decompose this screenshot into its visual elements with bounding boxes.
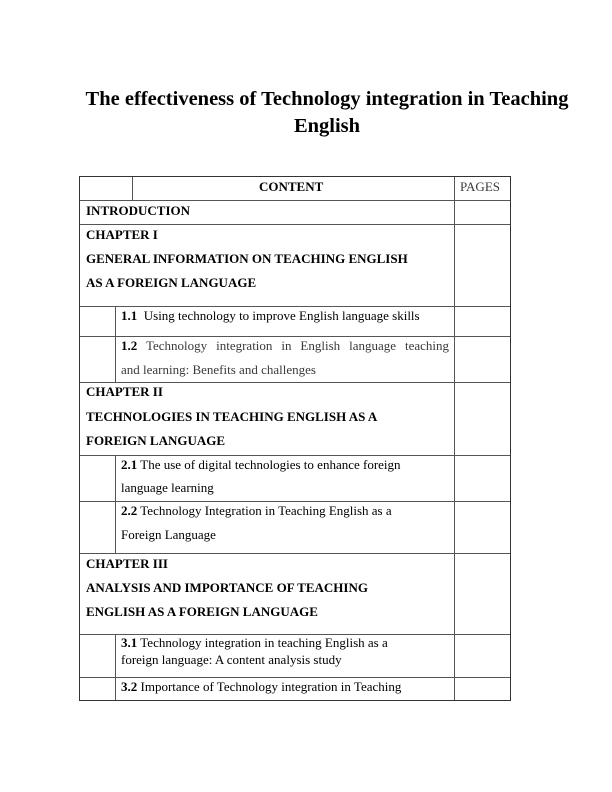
section-number: 1.2 [121, 338, 138, 353]
section-title: Technology integration in English language teaching [145, 338, 450, 353]
section-1-2-continued: and learning: Benefits and challenges [121, 362, 316, 377]
section-number: 2.2 [121, 503, 138, 518]
title-line-1: The effectiveness of Technology integration in Teaching [85, 88, 569, 110]
header-left-divider [132, 177, 133, 200]
section-title: The use of digital technologies to enhance foreign [140, 457, 401, 472]
chapter-2-label: CHAPTER II [86, 384, 163, 399]
section-number: 2.1 [121, 457, 138, 472]
chapter-1-label: CHAPTER I [86, 227, 158, 242]
section-2-1-continued: language learning [121, 480, 214, 495]
section-number: 3.1 [121, 635, 138, 650]
section-3-1-continued: foreign language: A content analysis study [121, 652, 342, 667]
title-line-2: English [293, 115, 361, 137]
section-title: Importance of Technology integration in Teaching [140, 679, 402, 694]
pages-header: PAGES [460, 179, 500, 194]
section-1-1 [121, 304, 420, 328]
table-of-contents [79, 176, 511, 701]
pages-column-divider [454, 177, 455, 700]
section-title: Technology integration in teaching English as a [140, 635, 388, 650]
section-2-2-continued: Foreign Language [121, 527, 216, 542]
section-title: Using technology to improve English language skills [143, 308, 420, 323]
toc-introduction: INTRODUCTION [86, 203, 191, 218]
chapter-2-title-line-1: TECHNOLOGIES IN TEACHING ENGLISH AS A [86, 409, 378, 424]
indent-divider [115, 634, 116, 700]
section-number: 3.2 [121, 679, 138, 694]
indent-divider [115, 306, 116, 382]
section-2-1 [121, 453, 401, 477]
chapter-1-title-line-1: GENERAL INFORMATION ON TEACHING ENGLISH [86, 251, 408, 266]
section-1-2 [121, 334, 449, 358]
section-3-2 [121, 675, 401, 699]
chapter-3-label: CHAPTER III [86, 556, 168, 571]
content-header: CONTENT [259, 179, 324, 194]
section-3-1 [121, 634, 388, 651]
section-2-2 [121, 499, 392, 523]
chapter-3-title-line-1: ANALYSIS AND IMPORTANCE OF TEACHING [86, 580, 368, 595]
chapter-3-title-line-2: ENGLISH AS A FOREIGN LANGUAGE [86, 604, 318, 619]
document-title [80, 86, 574, 140]
indent-divider [115, 455, 116, 553]
chapter-2-title-line-2: FOREIGN LANGUAGE [86, 433, 226, 448]
section-number: 1.1 [121, 308, 138, 323]
section-title: Technology Integration in Teaching English as a [140, 503, 392, 518]
chapter-1-title-line-2: AS A FOREIGN LANGUAGE [86, 275, 257, 290]
